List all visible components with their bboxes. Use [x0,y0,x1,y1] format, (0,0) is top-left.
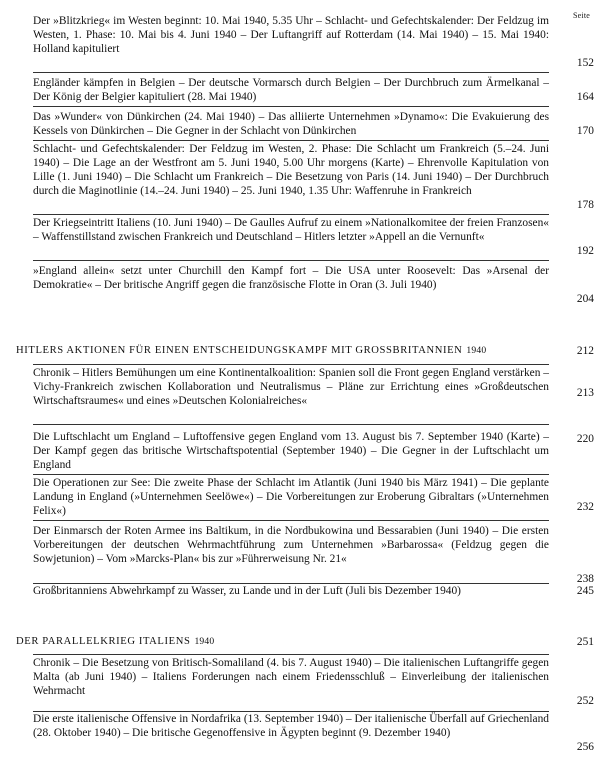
section-title [16,344,536,358]
toc-entry-page: 204 [576,293,594,305]
entry-divider [33,106,549,107]
toc-entry-page: 232 [576,501,594,513]
section-divider [33,364,549,365]
section-page: 251 [576,636,594,648]
toc-entry: Das »Wunder« von Dünkirchen (24. Mai 1940) – Das alliierte Unternehmen »Dynamo«: Die Evakuierung des Kessels von Dünkirchen – Die Gegner in der Schlacht von Dünkirchen [33,111,549,137]
section-year: 1940 [194,636,215,647]
toc-entry-page: 152 [576,57,594,69]
toc-entry: Der »Blitzkrieg« im Westen beginnt: 10. Mai 1940, 5.35 Uhr – Schlacht- und Gefechtskalender: Der Feldzug im Westen, 1. Phase: 10. Mai bis 4. Juni 1940 – Der Luftangriff auf Rotterdam (14. Mai 1940) – 15. Mai 1940: Holland kapituliert [33,15,549,55]
toc-entry-page: 178 [576,199,594,211]
entry-divider [33,214,549,215]
entry-divider [33,140,549,141]
toc-entry-page: 164 [576,91,594,103]
toc-entry-page: 238 [576,573,594,585]
section-title [16,635,536,649]
toc-entry: Die erste italienische Offensive in Nordafrika (13. September 1940) – Der italienische Überfall auf Griechenland (28. Oktober 1940) – Die britische Gegenoffensive in Ägypten beginnt (9. Dezember 1940) [33,713,549,739]
entry-divider [33,72,549,73]
toc-entry: »England allein« setzt unter Churchill den Kampf fort – Die USA unter Roosevelt: Das »Arsenal der Demokratie« – Der britische Angriff gegen die französische Flotte in Oran (3. Juli 1940) [33,265,549,291]
toc-entry-page: 192 [576,245,594,257]
section-divider [33,654,549,655]
entry-divider [33,520,549,521]
toc-entry: Schlacht- und Gefechtskalender: Der Feldzug im Westen, 2. Phase: Die Schlacht um Frankreich (5.–24. Juni 1940) – Die Lage an der Westfront am 5. Juni 1940, 5.00 Uhr morgens (Karte) – Ehrenvolle Kapitulation von Lille (1. Juni 1940) – Die Schlacht um Frankreich – Die Besetzung von Paris (14. Juni 1940) – Der Durchbruch durch die Maginotlinie (14.–24. Juni 1940) – 25. Juni 1940, 1.35 Uhr: Waffenruhe in Frankreich [33,143,549,197]
toc-entry: Chronik – Die Besetzung von Britisch-Somaliland (4. bis 7. August 1940) – Die italienischen Luftangriffe gegen Malta (ab Juni 1940) – Italiens Forderungen nach einem Friedensschluß – Einverleibung der italienischen Wehrmacht [33,657,549,697]
entry-divider [33,424,549,425]
page-column-label: Seite [573,11,590,20]
toc-entry: Der Einmarsch der Roten Armee ins Baltikum, in die Nordbukowina und Bessarabien (Juni 1940) – Die ersten Vorbereitungen der deutschen Wehrmachtführung zum Unternehmen »Barbarossa« (Feldzug gegen die Sowjetunion) – Vom »Marcks-Plan« bis zur »Führerweisung Nr. 21« [33,525,549,565]
section-title-text: DER PARALLELKRIEG ITALIENS [16,636,191,647]
toc-entry-page: 220 [576,433,594,445]
toc-entry: Engländer kämpfen in Belgien – Der deutsche Vormarsch durch Belgien – Der Durchbruch zum Ärmelkanal – Der König der Belgier kapituliert (28. Mai 1940) [33,77,549,103]
toc-entry: Chronik – Hitlers Bemühungen um eine Kontinentalkoalition: Spanien soll die Front gegen England verstärken – Vichy-Frankreich zwischen Kollaboration und Neutralismus – Pläne zur Errichtung eines »Großdeutschen Wirtschaftsraumes« und eines »Deutschen Kolonialreiches« [33,367,549,407]
toc-entry: Die Operationen zur See: Die zweite Phase der Schlacht im Atlantik (Juni 1940 bis März 1941) – Die geplante Landung in England (»Unternehmen Seelöwe«) – Die Vorbereitungen zur Eroberung Gibraltars (»Unternehmen Felix«) [33,477,549,517]
toc-entry: Großbritanniens Abwehrkampf zu Wasser, zu Lande und in der Luft (Juli bis Dezember 1940) [33,585,461,597]
section-title-text: HITLERS AKTIONEN FÜR EINEN ENTSCHEIDUNGSKAMPF MIT GROSSBRITANNIEN [16,345,463,356]
toc-entry-page: 213 [576,387,594,399]
entry-divider [33,260,549,261]
toc-entry-page: 245 [576,585,594,597]
toc-entry-page: 170 [576,125,594,137]
toc-entry: Der Kriegseintritt Italiens (10. Juni 1940) – De Gaulles Aufruf zu einem »Nationalkomitee der freien Franzosen« – Waffenstillstand zwischen Frankreich und Deutschland – Hitlers letzter »Appell an die Vernunft« [33,217,549,243]
entry-divider [33,474,549,475]
section-page: 212 [576,345,594,357]
toc-entry: Die Luftschlacht um England – Luftoffensive gegen England vom 13. August bis 7. September 1940 (Karte) – Der Kampf gegen das britische Wirtschaftspotential (September 1940) – Die Gegner in der Luftschlacht um England [33,431,549,471]
toc-entry-page: 252 [576,695,594,707]
toc-entry-page: 256 [576,741,594,753]
section-year: 1940 [466,345,487,356]
